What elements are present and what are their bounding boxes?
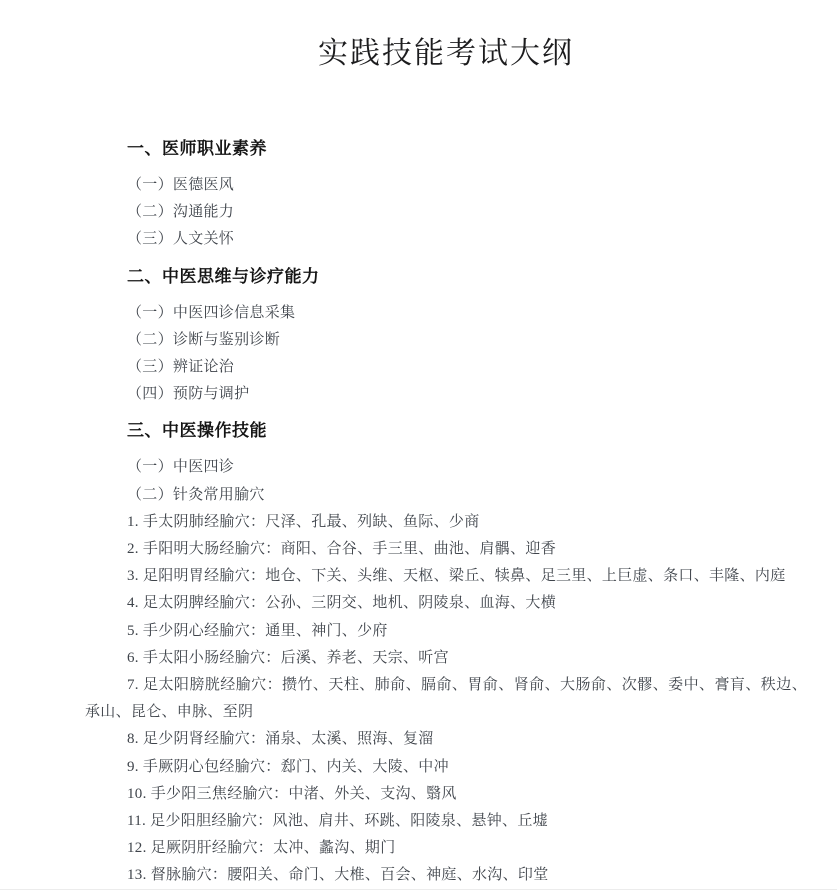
list-item-meridian: 6. 手太阳小肠经腧穴：后溪、养老、天宗、听宫 (127, 649, 449, 666)
section-tcm-thinking-diagnosis (85, 264, 807, 409)
list-item: （四）预防与调护 (127, 386, 250, 403)
list-item-meridian: 9. 手厥阴心包经腧穴：郄门、内关、大陵、中冲 (127, 758, 449, 775)
list-item: （一）中医四诊信息采集 (127, 304, 296, 321)
section-3-heading: 三、中医操作技能 (127, 421, 267, 442)
list-item: （一）中医四诊 (127, 459, 235, 476)
list-item-meridian: 11. 足少阳胆经腧穴：风池、肩井、环跳、阳陵泉、悬钟、丘墟 (127, 813, 548, 830)
section-tcm-operation-skills (85, 418, 807, 889)
page-title: 实践技能考试大纲 (318, 37, 574, 70)
list-item-meridian: 1. 手太阴肺经腧穴：尺泽、孔最、列缺、鱼际、少商 (127, 513, 480, 530)
list-item: （二）针灸常用腧穴 (127, 486, 265, 503)
list-item-meridian: 8. 足少阴肾经腧穴：涌泉、太溪、照海、复溜 (127, 731, 434, 748)
list-item-meridian: 3. 足阳明胃经腧穴：地仓、下关、头维、天枢、梁丘、犊鼻、足三里、上巨虚、条口、丰隆、内庭 (127, 568, 786, 585)
list-item-meridian: 10. 手少阳三焦经腧穴：中渚、外关、支沟、翳风 (127, 785, 457, 802)
list-item-meridian: 7. 足太阳膀胱经腧穴：攒竹、天柱、肺俞、膈俞、胃俞、肾俞、大肠俞、次髎、委中、膏肓、秩边、承山、昆仑、申脉、至阴 (85, 677, 807, 721)
list-item: （三）人文关怀 (127, 231, 235, 248)
section-physician-professionalism (85, 136, 807, 254)
list-item: （二）沟通能力 (127, 204, 235, 221)
list-item-meridian: 5. 手少阴心经腧穴：通里、神门、少府 (127, 622, 388, 639)
section-2-heading: 二、中医思维与诊疗能力 (127, 266, 320, 287)
list-item-meridian: 13. 督脉腧穴：腰阳关、命门、大椎、百会、神庭、水沟、印堂 (127, 867, 549, 884)
list-item: （三）辨证论治 (127, 359, 235, 376)
section-1-heading: 一、医师职业素养 (127, 139, 267, 159)
list-item: （二）诊断与鉴别诊断 (127, 331, 281, 348)
list-item-meridian: 2. 手阳明大肠经腧穴：商阳、合谷、手三里、曲池、肩髃、迎香 (127, 541, 557, 558)
list-item-meridian: 12. 足厥阴肝经腧穴：太冲、蠡沟、期门 (127, 840, 396, 857)
list-item: （一）医德医风 (127, 177, 235, 193)
list-item-meridian: 4. 足太阴脾经腧穴：公孙、三阴交、地机、阴陵泉、血海、大横 (127, 595, 557, 612)
